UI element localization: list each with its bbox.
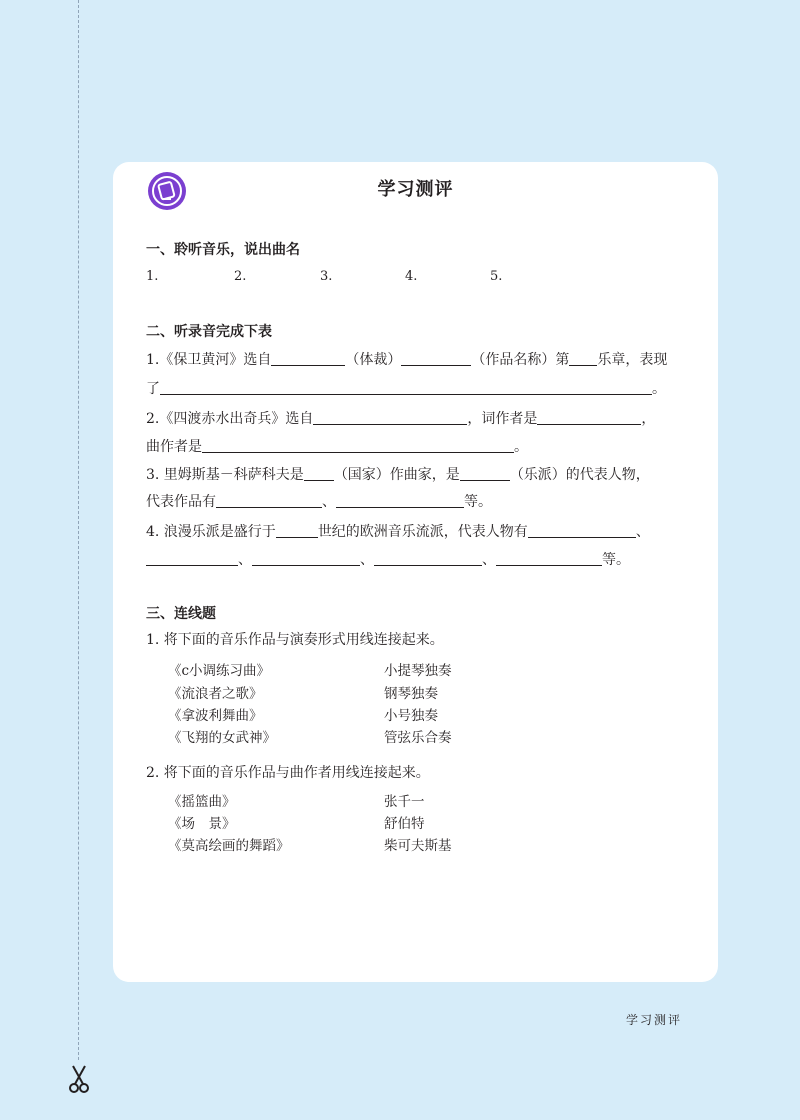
answer-blank[interactable] (496, 551, 602, 566)
page-title: 学习测评 (377, 179, 454, 200)
q2-text-c: ， (641, 411, 656, 427)
matching-1-form[interactable]: 小号独奏 (384, 708, 438, 724)
answer-blank[interactable] (271, 351, 345, 366)
answer-blank[interactable] (336, 493, 464, 508)
q3-text-f: 等。 (464, 494, 492, 510)
q1-text-f: 。 (652, 381, 666, 397)
answer-number-1: 1. (146, 269, 159, 284)
section-3-heading: 三、连线题 (146, 606, 216, 622)
answer-blank[interactable] (146, 551, 238, 566)
q1-text-d: 乐章，表现 (597, 352, 668, 368)
answer-number-3: 3. (320, 269, 333, 284)
matching-2-prompt: 2. 将下面的音乐作品与曲作者用线连接起来。 (146, 765, 430, 781)
q4-text-b: 世纪的欧洲音乐流派，代表人物有 (317, 524, 528, 540)
answer-blank[interactable] (216, 493, 322, 508)
matching-2-work[interactable]: 《场 景》 (168, 816, 236, 832)
q3-text-e: 、 (322, 494, 336, 510)
answer-blank[interactable] (374, 551, 482, 566)
matching-1-work[interactable]: 《流浪者之歌》 (168, 686, 263, 702)
q4-text-a: 4. 浪漫乐派是盛行于 (146, 524, 276, 540)
matching-2-work[interactable]: 《莫高绘画的舞蹈》 (168, 838, 290, 854)
answer-blank[interactable] (537, 410, 641, 425)
answer-blank[interactable] (252, 551, 360, 566)
matching-1-form[interactable]: 小提琴独奏 (384, 663, 452, 679)
cut-line (78, 0, 79, 1060)
question-2-4-line-1 (146, 522, 650, 542)
answer-blank[interactable] (460, 466, 510, 481)
question-2-1-line-2 (146, 379, 666, 399)
q3-text-c: （乐派）的代表人物， (509, 467, 650, 483)
question-2-3-line-1 (146, 465, 650, 485)
scissors-icon (68, 1064, 90, 1094)
q4-text-f: 、 (482, 552, 496, 568)
q4-text-c: 、 (635, 524, 650, 540)
answer-number-5: 5. (490, 269, 503, 284)
answer-blank[interactable] (304, 466, 334, 481)
q1-text-b: （体裁） (345, 352, 402, 368)
answer-number-2: 2. (234, 269, 247, 284)
matching-2-composer[interactable]: 舒伯特 (384, 816, 425, 832)
question-2-2-line-2 (146, 437, 528, 457)
q4-text-g: 等。 (602, 552, 630, 568)
matching-1-prompt: 1. 将下面的音乐作品与演奏形式用线连接起来。 (146, 632, 444, 648)
matching-1-form[interactable]: 管弦乐合奏 (384, 730, 452, 746)
answer-blank[interactable] (202, 438, 514, 453)
q3-text-d: 代表作品有 (146, 494, 216, 510)
matching-1-work[interactable]: 《飞翔的女武神》 (168, 730, 276, 746)
section-1-heading: 一、聆听音乐，说出曲名 (146, 242, 300, 258)
q1-text-e: 了 (146, 381, 160, 397)
answer-blank[interactable] (313, 410, 467, 425)
page-footer: 学习测评 (626, 1013, 683, 1027)
q4-text-e: 、 (360, 552, 374, 568)
answer-blank[interactable] (276, 523, 318, 538)
q2-text-b: ，词作者是 (467, 411, 538, 427)
matching-2-composer[interactable]: 柴可夫斯基 (384, 838, 452, 854)
matching-2-composer[interactable]: 张千一 (384, 794, 425, 810)
q2-text-e: 。 (514, 439, 528, 455)
question-2-4-line-2 (146, 550, 630, 570)
section-2-heading: 二、听录音完成下表 (146, 324, 272, 340)
answer-blank[interactable] (528, 523, 636, 538)
answer-blank[interactable] (569, 351, 597, 366)
q3-text-a: 3. 里姆斯基－科萨科夫是 (146, 467, 304, 483)
q2-text-a: 2.《四渡赤水出奇兵》选自 (146, 411, 314, 427)
q1-text-c: （作品名称）第 (471, 352, 570, 368)
answer-blank[interactable] (160, 380, 652, 395)
answer-blank[interactable] (401, 351, 471, 366)
matching-2-work[interactable]: 《摇篮曲》 (168, 794, 236, 810)
answer-number-4: 4. (405, 269, 418, 284)
matching-1-form[interactable]: 钢琴独奏 (384, 686, 438, 702)
question-2-1-line-1 (146, 350, 667, 370)
question-2-3-line-2 (146, 492, 492, 512)
matching-1-work[interactable]: 《拿波利舞曲》 (168, 708, 263, 724)
q4-text-d: 、 (238, 552, 252, 568)
q1-text-a: 1.《保卫黄河》选自 (146, 352, 272, 368)
q2-text-d: 曲作者是 (146, 439, 202, 455)
q3-text-b: （国家）作曲家，是 (333, 467, 460, 483)
question-2-2-line-1 (146, 409, 655, 429)
matching-1-work[interactable]: 《c小调练习曲》 (168, 663, 271, 679)
